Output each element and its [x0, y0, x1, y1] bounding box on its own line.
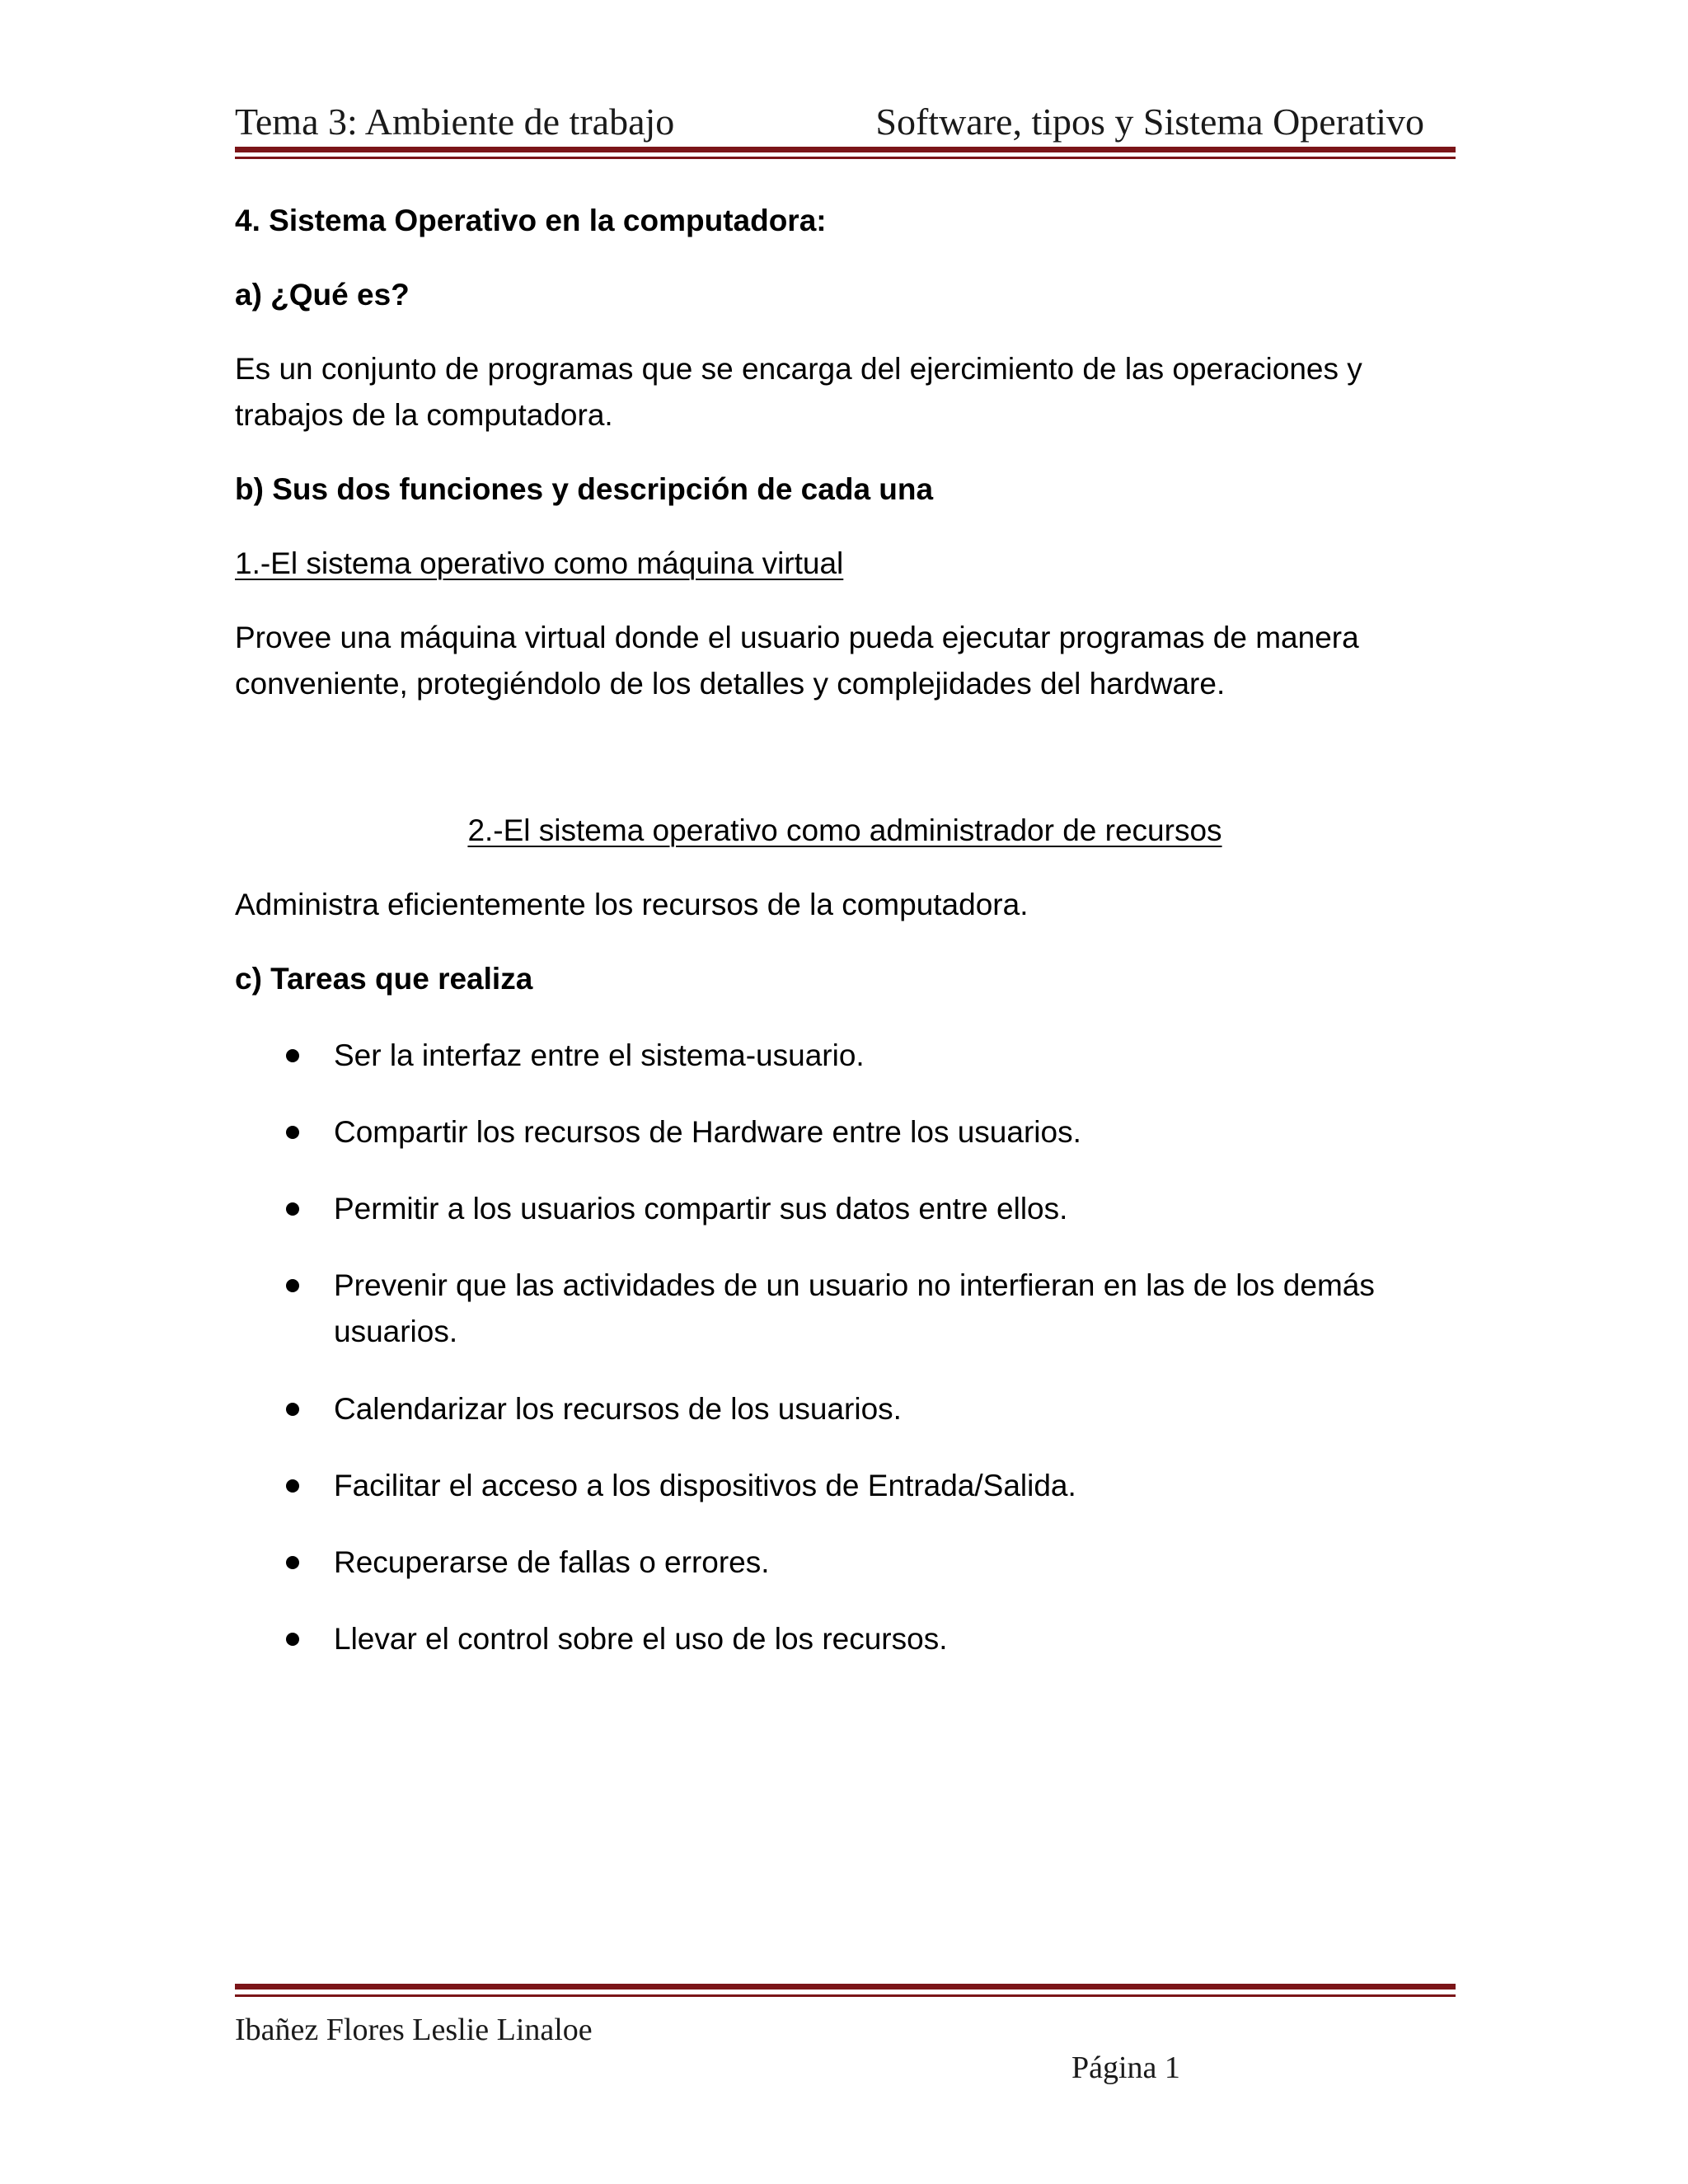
- header-rule-thick: [235, 147, 1456, 152]
- footer-author: Ibañez Flores Leslie Linaloe: [235, 2013, 593, 2047]
- task-text: Prevenir que las actividades de un usuario no interfieran en las de los demás usuarios.: [334, 1268, 1375, 1348]
- page-header: [235, 97, 1455, 147]
- function-1-text: Provee una máquina virtual donde el usuario pueda ejecutar programas de manera conveniente, protegiéndolo de los detalles y complejidades del hardware.: [235, 621, 1359, 701]
- bullet-icon: [286, 1279, 299, 1292]
- bullet-icon: [286, 1049, 299, 1062]
- function-2-text: Administra eficientemente los recursos de la computadora.: [235, 888, 1029, 921]
- task-text: Compartir los recursos de Hardware entre los usuarios.: [334, 1115, 1081, 1149]
- list-item: [235, 1386, 1455, 1432]
- question-b: b) Sus dos funciones y descripción de cada una: [235, 472, 934, 506]
- task-text: Recuperarse de fallas o errores.: [334, 1545, 770, 1579]
- footer-rule-thin: [235, 1994, 1456, 1997]
- bullet-icon: [286, 1556, 299, 1569]
- list-item: [235, 1463, 1455, 1509]
- task-text: Ser la interfaz entre el sistema-usuario.: [334, 1038, 865, 1072]
- header-left-title: Tema 3: Ambiente de trabajo: [235, 101, 675, 143]
- question-a: a) ¿Qué es?: [235, 278, 410, 312]
- list-item: [235, 1186, 1455, 1232]
- task-text: Permitir a los usuarios compartir sus datos entre ellos.: [334, 1192, 1068, 1226]
- list-item: [235, 1540, 1455, 1586]
- question-c: c) Tareas que realiza: [235, 962, 533, 996]
- section-title: 4. Sistema Operativo en la computadora:: [235, 204, 827, 237]
- footer-rule-thick: [235, 1984, 1456, 1990]
- list-item: [235, 1109, 1455, 1155]
- footer-page-number: Página 1: [1071, 2050, 1180, 2085]
- header-rule-thin: [235, 157, 1456, 159]
- function-1-title-text: 1.-El sistema operativo como máquina virtual: [235, 546, 844, 580]
- function-2-title-text: 2.-El sistema operativo como administrador de recursos: [467, 813, 1222, 847]
- bullet-icon: [286, 1479, 299, 1493]
- function-2-title: [235, 808, 1455, 854]
- bullet-icon: [286, 1403, 299, 1416]
- question-a-answer: Es un conjunto de programas que se encarga del ejercimiento de las operaciones y trabajos de la computadora.: [235, 352, 1362, 432]
- task-text: Calendarizar los recursos de los usuarios.: [334, 1392, 902, 1426]
- header-right-title: Software, tipos y Sistema Operativo: [875, 101, 1424, 143]
- list-item: [235, 1033, 1455, 1079]
- bullet-icon: [286, 1633, 299, 1646]
- bullet-icon: [286, 1126, 299, 1139]
- list-item: [235, 1263, 1422, 1355]
- bullet-icon: [286, 1202, 299, 1216]
- task-text: Llevar el control sobre el uso de los recursos.: [334, 1622, 948, 1656]
- function-1-title: [235, 541, 1455, 587]
- list-item: [235, 1616, 1455, 1662]
- task-text: Facilitar el acceso a los dispositivos de Entrada/Salida.: [334, 1469, 1076, 1502]
